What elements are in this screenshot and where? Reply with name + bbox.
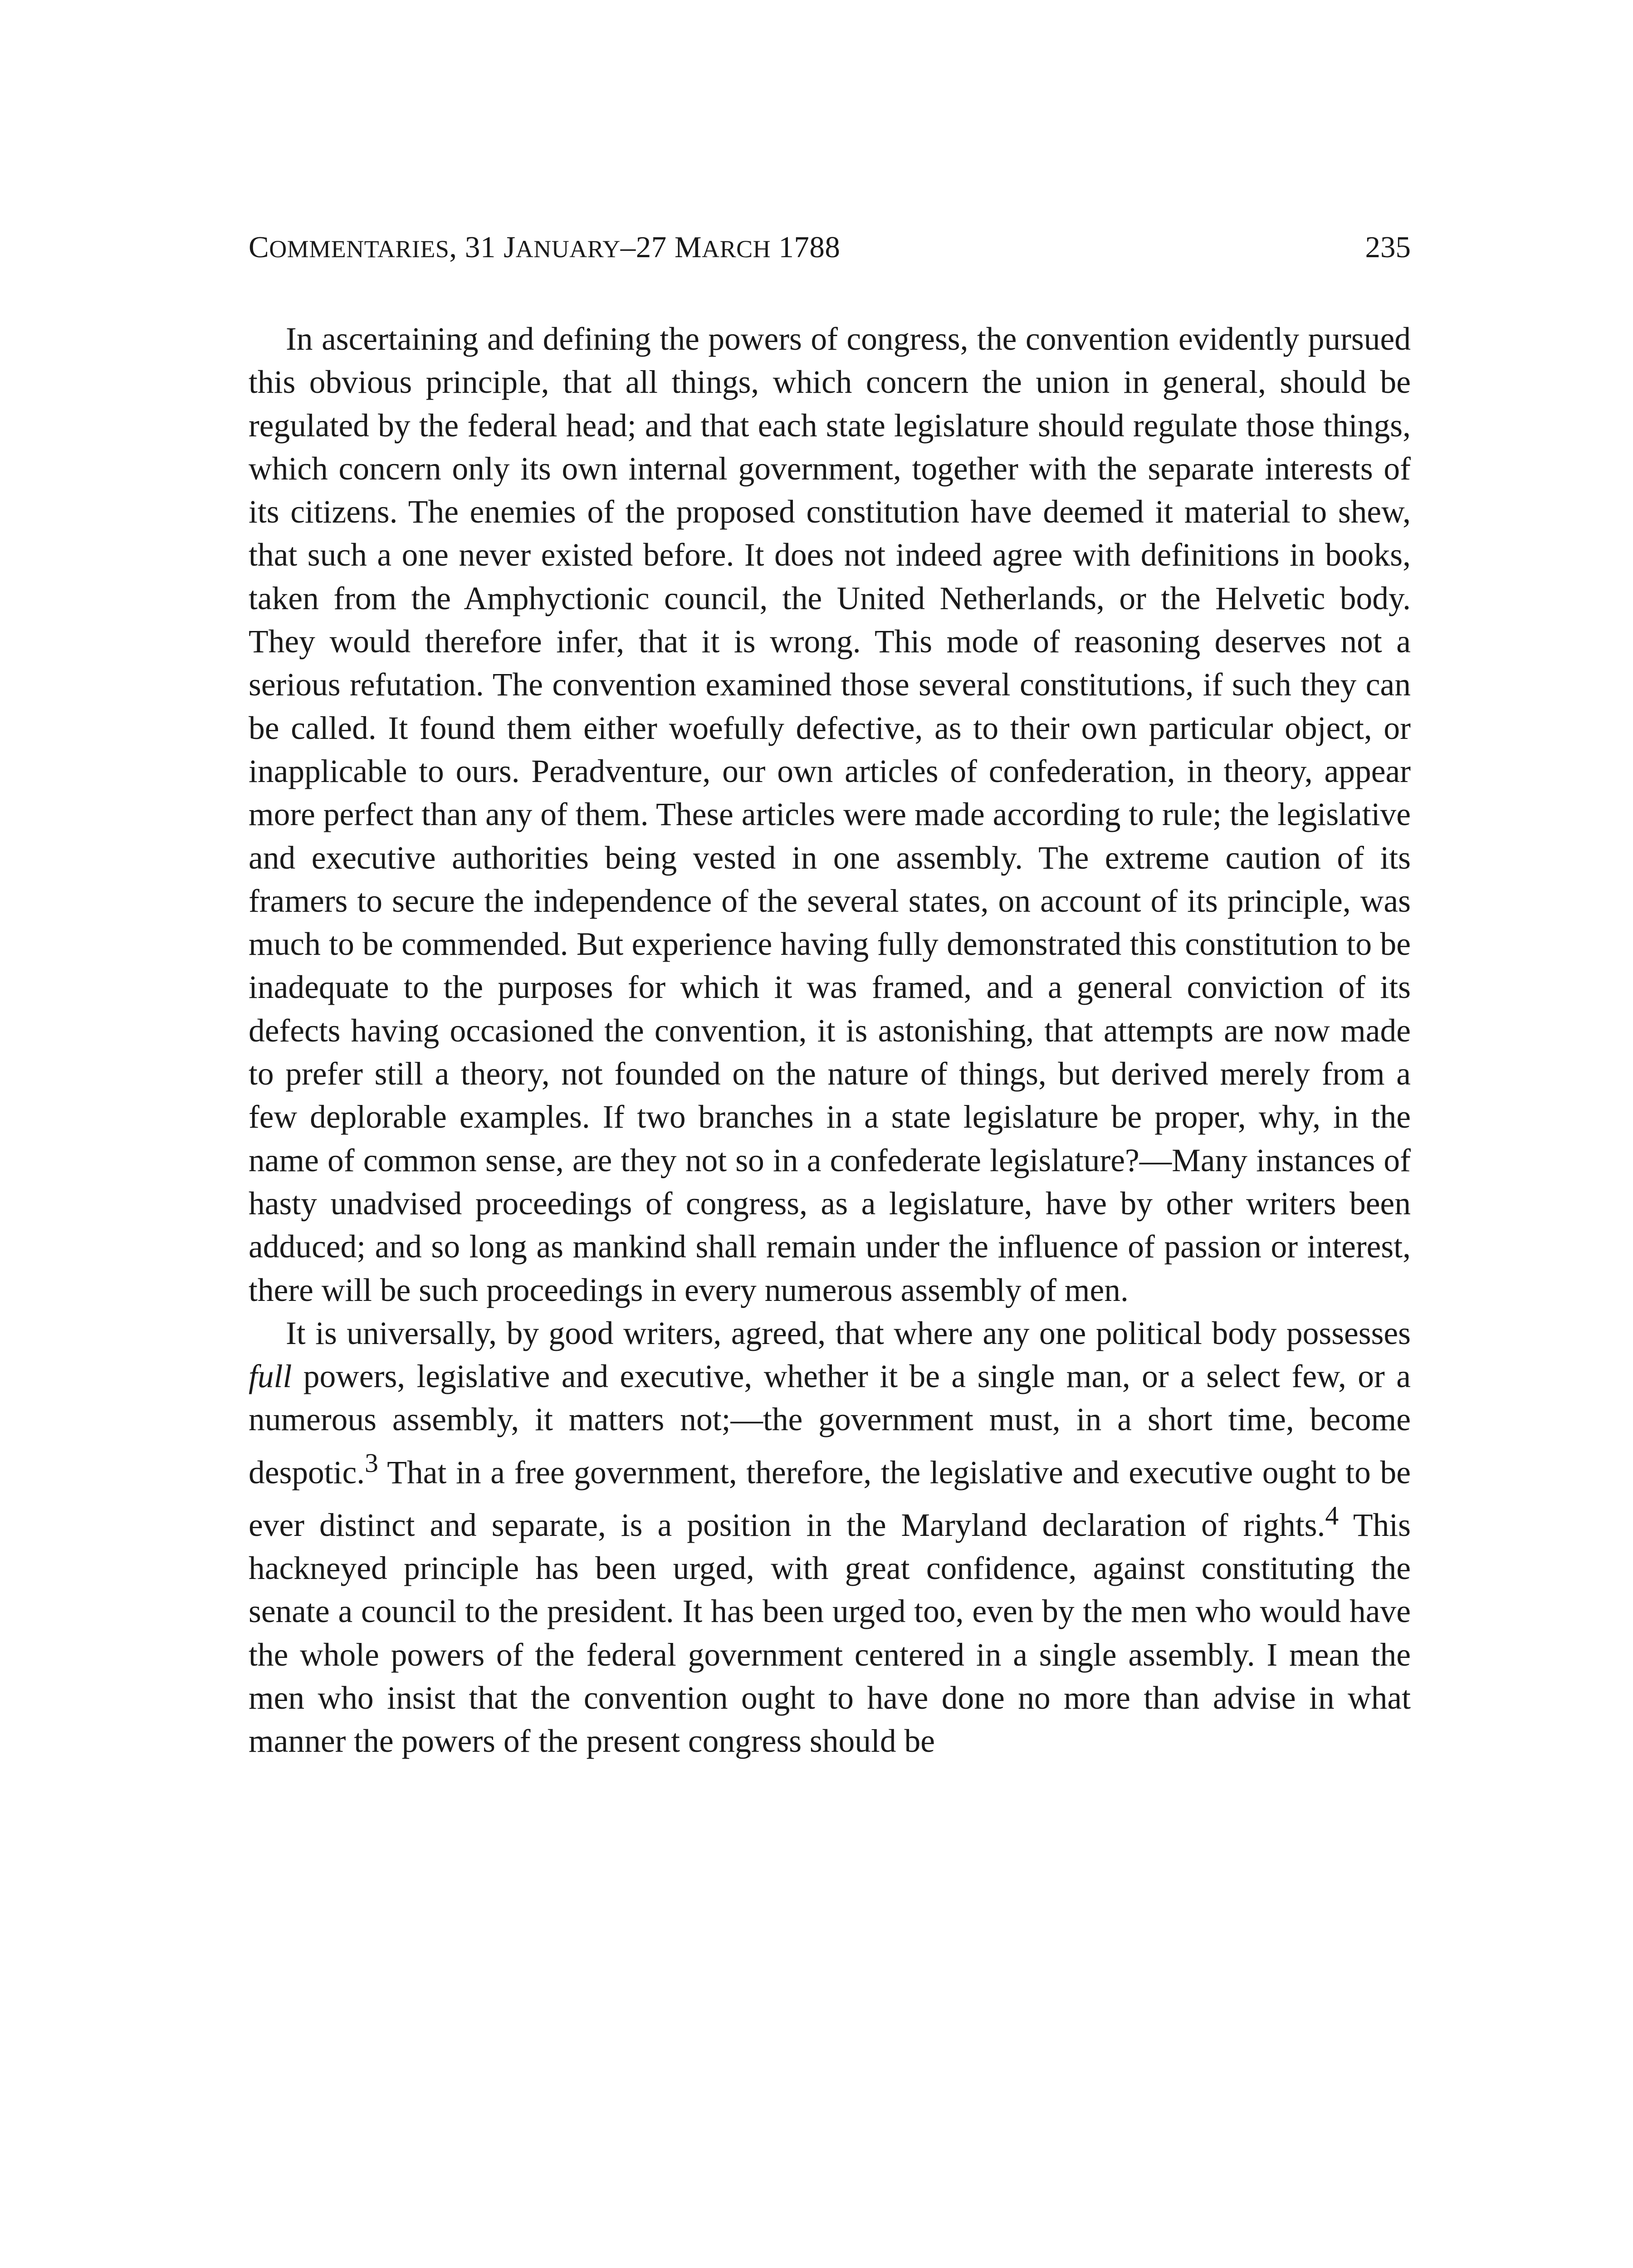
running-head-title-part: C	[249, 230, 269, 264]
footnote-reference: 3	[365, 1447, 378, 1478]
running-head-title-part: –27	[620, 230, 675, 264]
running-head	[249, 227, 1411, 268]
emphasis: full	[249, 1359, 292, 1395]
paragraph: In ascertaining and defining the powers of congress, the convention evidently pursued this obvious principle, that all things, which concern the union in general, should be regulated by the federal head; and that each state legislature should regulate those things, which concern only its own internal government, together with the separate interests of its citizens. The enemies of the proposed constitution have deemed it material to shew, that such a one never existed before. It does not indeed agree with definitions in books, taken from the Amphyctionic council, the United Netherlands, or the Helvetic body. They would therefore infer, that it is wrong. This mode of reasoning deserves not a serious refutation. The convention examined those several constitutions, if such they can be called. It found them either woefully defective, as to their own particular object, or inapplicable to ours. Peradventure, our own articles of confederation, in theory, appear more perfect than any of them. These articles were made according to rule; the legislative and executive authorities being vested in one assembly. The extreme caution of its framers to secure the independence of the several states, on account of its principle, was much to be commended. But experience having fully demonstrated this constitution to be inadequate to the purposes for which it was framed, and a general conviction of its defects having occasioned the convention, it is astonishing, that attempts are now made to prefer still a theory, not founded on the nature of things, but derived merely from a few deplorable examples. If two branches in a state legislature be proper, why, in the name of common sense, are they not so in a confederate legislature?—Many instances of hasty unadvised proceedings of congress, as a legislature, have by other writers been adduced; and so long as mankind shall remain under the influence of passion or interest, there will be such proceedings in every numerous assembly of men.	[249, 321, 1411, 1308]
running-head-title-part: J	[504, 230, 516, 264]
page-number: 235	[1365, 230, 1411, 264]
paragraph-text: It is universally, by good writers, agreed, that where any one political body possesses	[286, 1315, 1411, 1351]
running-head-title-part: M	[675, 230, 702, 264]
running-head-title	[249, 227, 840, 269]
running-head-title-part: , 31	[449, 230, 504, 264]
footnote-reference: 4	[1325, 1500, 1339, 1530]
paragraph-text: This hackneyed principle has been urged, with great confidence, against constituting the senate a council to the president. It has been urged too, even by the men who would have the whole powers of the federal government centered in a single assembly. I mean the men who insist that the convention ought to have done no more than advise in what manner the powers of the present congress should be	[249, 1507, 1411, 1760]
paragraph	[249, 1312, 1411, 1763]
running-head-title-part: 1788	[771, 230, 841, 264]
running-head-title-part: ANUARY	[515, 235, 621, 263]
paragraph-text: That in a free government, therefore, the legislative and executive ought to be ever distinct and separate, is a position in the Maryland declaration of rights.	[249, 1454, 1411, 1543]
running-head-title-part: ARCH	[702, 235, 771, 263]
paragraph-text: powers, legislative and executive, whether it be a single man, or a select few, or a numerous assembly, it matters not;—the government must, in a short time, become despotic.	[249, 1359, 1411, 1491]
body-text	[249, 318, 1411, 1763]
running-head-title-part: OMMENTARIES	[269, 235, 450, 263]
